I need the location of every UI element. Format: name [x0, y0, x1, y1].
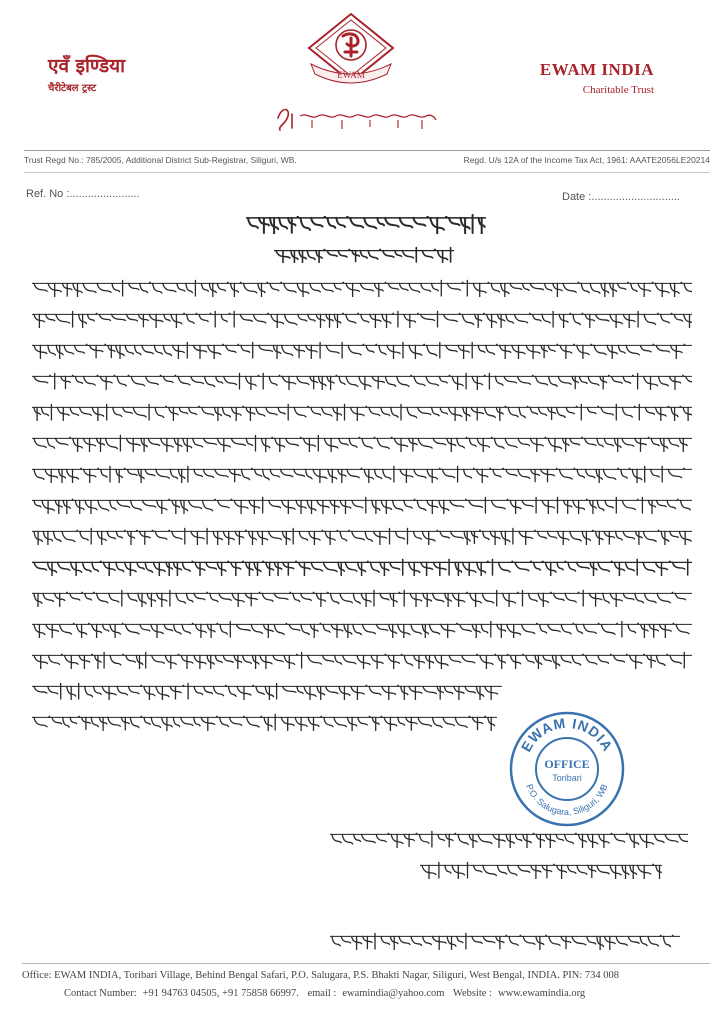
- date-field: Date :.............................: [562, 191, 680, 203]
- stamp-center-line2: Toribari: [552, 773, 582, 783]
- email-link[interactable]: ewamindia@yahoo.com: [342, 988, 445, 999]
- tibetan-text-line: [32, 523, 692, 545]
- tibetan-text-line: [330, 928, 680, 950]
- tibetan-text-line: [32, 647, 692, 669]
- website-link[interactable]: www.ewamindia.org: [497, 988, 586, 999]
- tibetan-text-line: [274, 243, 454, 263]
- hindi-org-name: एवँ इण्डिया: [48, 55, 126, 77]
- tibetan-text-line: [32, 461, 692, 483]
- tibetan-text-line: [32, 492, 692, 514]
- tibetan-text-line: [32, 709, 497, 731]
- email-label: email :: [307, 988, 337, 999]
- website-label: Website :: [452, 988, 492, 999]
- tibetan-text-line: [32, 337, 692, 359]
- org-name: EWAM INDIA: [539, 60, 654, 79]
- tibetan-text-line: [32, 678, 502, 700]
- tibetan-text-line: [32, 306, 692, 328]
- tibetan-text-line: [32, 616, 692, 638]
- tibetan-text-line: [32, 368, 692, 390]
- tibetan-text-line: [330, 826, 688, 848]
- tibetan-text-line: [32, 585, 692, 607]
- tax-registration: Regd. U/s 12A of the Income Tax Act, 1961: AAATE2056LE20214: [463, 155, 710, 165]
- trust-registration: Trust Regd No.: 785/2005, Additional District Sub-Registrar, Siliguri, WB.: [24, 155, 297, 165]
- stamp-top-text: EWAM INDIA: [517, 714, 617, 755]
- stamp-center-line1: OFFICE: [544, 757, 590, 771]
- svg-text:EWAM INDIA: [518, 715, 616, 755]
- org-subtitle: Charitable Trust: [582, 84, 654, 96]
- tibetan-text-line: [32, 554, 692, 576]
- ref-number-field: Ref. No :.......................: [26, 188, 140, 200]
- contact-numbers: +91 94763 04505, +91 75858 66997.: [142, 988, 299, 999]
- tibetan-text-line: [32, 275, 692, 297]
- tibetan-text-line: [420, 857, 662, 879]
- office-stamp: [508, 710, 626, 828]
- registration-line: [24, 150, 710, 171]
- contact-label: Contact Number:: [64, 988, 137, 999]
- footer-address: Office: EWAM INDIA, Toribari Village, Behind Bengal Safari, P.O. Salugara, P.S. Bhakti Nagar, Siliguri, West Bengal, INDIA. PIN: 734 008: [22, 970, 620, 981]
- logo-banner-text: EWAM: [337, 70, 365, 80]
- footer-contacts: [64, 988, 591, 999]
- tibetan-text-line: [32, 399, 692, 421]
- stamp-bottom-text: P.O. Salugara, Siliguri, WB: [524, 782, 610, 818]
- divider: [24, 172, 710, 173]
- tibetan-text-line: [246, 208, 486, 234]
- tibetan-text-line: [32, 430, 692, 452]
- tibetan-script-motto: [272, 100, 442, 134]
- hindi-org-subtitle: चैरीटेबल ट्रस्ट: [48, 83, 97, 94]
- footer-divider: [22, 963, 710, 964]
- ewam-logo-icon: [305, 12, 397, 90]
